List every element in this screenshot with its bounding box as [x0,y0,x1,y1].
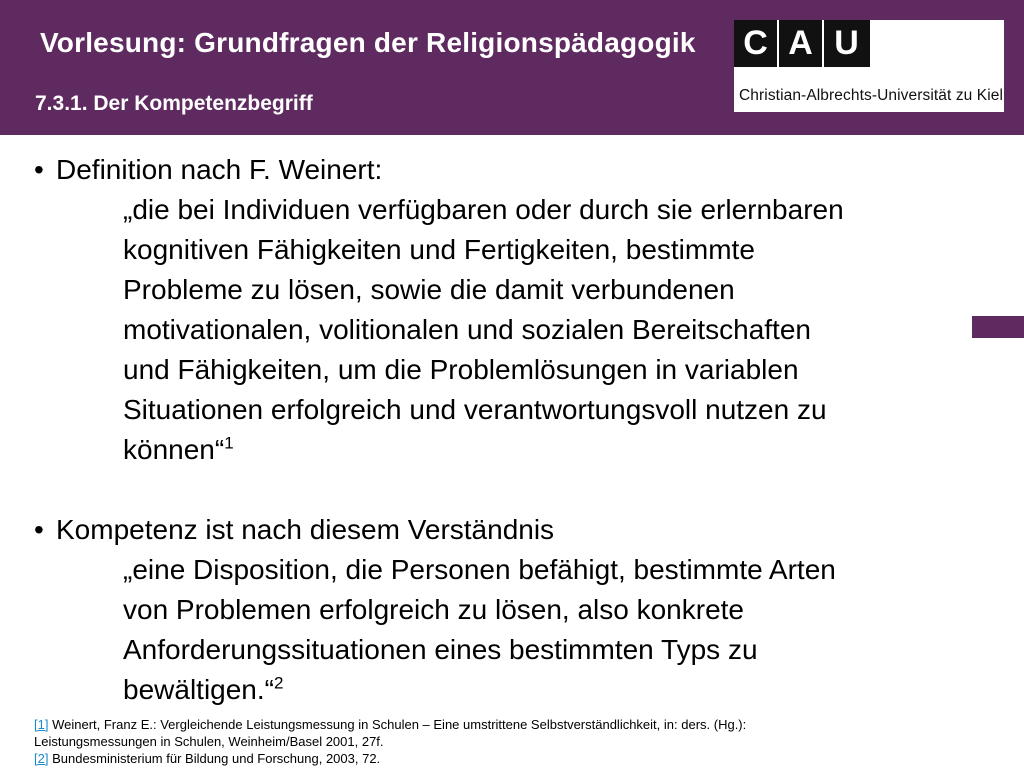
quote-line-last [123,430,1003,470]
quote-line-last [123,670,1003,710]
quote-line: „die bei Individuen verfügbaren oder durch sie erlernbaren [123,194,844,225]
quote-line-text: können“ [123,434,225,465]
quote-line: Probleme zu lösen, sowie die damit verbundenen [123,274,735,305]
bullet-dot: • [34,514,44,545]
quote-line: motivationalen, volitionalen und sozialen Bereitschaften [123,314,811,345]
footnote-1-text: Weinert, Franz E.: Vergleichende Leistungsmessung in Schulen – Eine umstrittene Selbstverständlichkeit, in: ders. (Hg.): [48,717,747,732]
footnotes [34,716,994,767]
bullet-competence [34,510,994,550]
quote-line: Anforderungssituationen eines bestimmten Typs zu [123,634,758,665]
footnote-link-1[interactable]: [1] [34,717,49,732]
footnote-1 [34,716,994,733]
bullet-competence-text: Kompetenz ist nach diesem Verständnis [56,514,555,545]
quote-line-text: bewältigen.“ [123,674,274,705]
quote-line: von Problemen erfolgreich zu lösen, also konkrete [123,594,745,625]
slide-content [34,150,994,710]
logo-letter-c: C [734,20,779,67]
university-name: Christian-Albrechts-Universität zu Kiel [739,87,1004,104]
quote-line: und Fähigkeiten, um die Problemlösungen in variablen [123,354,799,385]
bullet-definition-text: Definition nach F. Weinert: [56,154,383,185]
section-title: 7.3.1. Der Kompetenzbegriff [35,92,313,115]
weinert-quote [123,190,1003,470]
footnote-2-text: Bundesministerium für Bildung und Forschung, 2003, 72. [48,751,381,766]
competence-quote [123,550,1003,710]
cau-logo [734,20,1004,112]
logo-letter-u: U [834,24,859,62]
footnote-link-2[interactable]: [2] [34,751,49,766]
slide-header [0,0,1024,135]
footnote-1-cont: Leistungsmessungen in Schulen, Weinheim/Basel 2001, 27f. [34,734,384,749]
bullet-dot: • [34,154,44,185]
quote-line: „eine Disposition, die Personen befähigt, bestimmte Arten [123,554,836,585]
lecture-title: Vorlesung: Grundfragen der Religionspädagogik [40,27,696,58]
logo-letter-a: A [779,20,824,67]
quote-line: kognitiven Fähigkeiten und Fertigkeiten, bestimmte [123,234,755,265]
footnote-marker-1: 1 [224,433,234,453]
bullet-definition [34,150,994,190]
footnote-marker-2: 2 [273,673,284,693]
quote-line: Situationen erfolgreich und verantwortungsvoll nutzen zu [123,394,827,425]
cau-logo-mark [734,20,870,67]
footnote-2 [34,750,994,767]
